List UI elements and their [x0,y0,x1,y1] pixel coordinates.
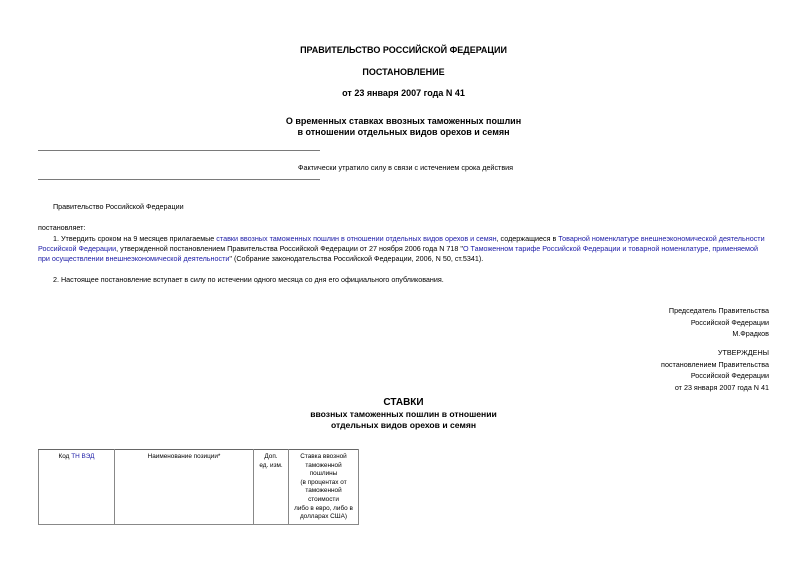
approved-line3: Российской Федерации [690,371,769,380]
col-name-header: Наименование позиции* [115,450,254,525]
divider-bottom [38,179,320,180]
table-header-row [39,450,359,525]
document-date: от 23 января 2007 года N 41 [342,88,465,98]
p1-text-a: 1. Утвердить сроком на 9 месяцев прилагаемые [53,234,217,243]
link-customs-tariff-cont[interactable]: при осуществлении внешнеэкономической деятельности [38,254,230,263]
approved-line1: УТВЕРЖДЕНЫ [717,348,769,357]
government-heading: ПРАВИТЕЛЬСТВО РОССИЙСКОЙ ФЕДЕРАЦИИ [300,45,507,55]
paragraph-1-line3 [38,254,483,264]
p1-text-c: , утвержденной постановлением Правительства Российской Федерации от 27 ноября 2006 года N 718 " [116,244,463,253]
signature-name: М.Фрадков [732,329,769,338]
col-unit-header: Доп. ед. изм. [254,450,289,525]
approved-line2: постановлением Правительства [661,359,769,369]
document-title-line1: О временных ставках ввозных таможенных пошлин [285,116,522,126]
approved-line4: от 23 января 2007 года N 41 [674,382,769,392]
rates-title: СТАВКИ [383,397,424,408]
intro-text: Правительство Российской Федерации [53,202,184,211]
p1-text-d: " (Собрание законодательства Российской Федерации, 2006, N 50, ст.5341). [229,254,484,263]
paragraph-1-line1 [53,234,765,244]
status-note: Фактически утратило силу в связи с истечением срока действия [298,163,514,172]
signature-line1: Председатель Правительства [668,306,769,315]
rates-subtitle-line2: отдельных видов орехов и семян [330,420,477,430]
signature-line2: Российской Федерации [690,317,769,327]
approved-block [509,347,769,393]
document-title-line2: в отношении отдельных видов орехов и семян [297,127,510,137]
link-customs-tariff[interactable]: О Таможенном тарифе Российской Федерации и товарной номенклатуре, применяемой [462,244,759,253]
rates-subtitle-line1: ввозных таможенных пошлин в отношении [310,409,497,419]
rates-table [38,449,359,525]
link-tn-ved[interactable]: Товарной номенклатуре внешнеэкономической деятельности [558,234,765,243]
col-code-header: Код ТН ВЭД [39,450,115,525]
resolves-text: постановляет: [38,223,86,232]
paragraph-1-line2 [38,244,758,254]
document-type: ПОСТАНОВЛЕНИЕ [362,67,445,77]
divider-top [38,150,320,151]
link-rates[interactable]: ставки ввозных таможенных пошлин в отношении отдельных видов орехов и семян [216,234,497,243]
link-tn-ved-cont[interactable]: Российской Федерации [38,244,117,253]
col-rate-header: Ставка ввозной таможенной пошлины (в процентах от таможенной стоимости либо в евро, либо в долларах США) [289,450,359,525]
paragraph-2: 2. Настоящее постановление вступает в силу по истечении одного месяца со дня его официального опубликования. [53,275,444,284]
link-tn-ved-code[interactable]: ТН ВЭД [71,453,95,460]
signature-block [509,305,769,340]
p1-text-b: , содержащиеся в [496,234,559,243]
